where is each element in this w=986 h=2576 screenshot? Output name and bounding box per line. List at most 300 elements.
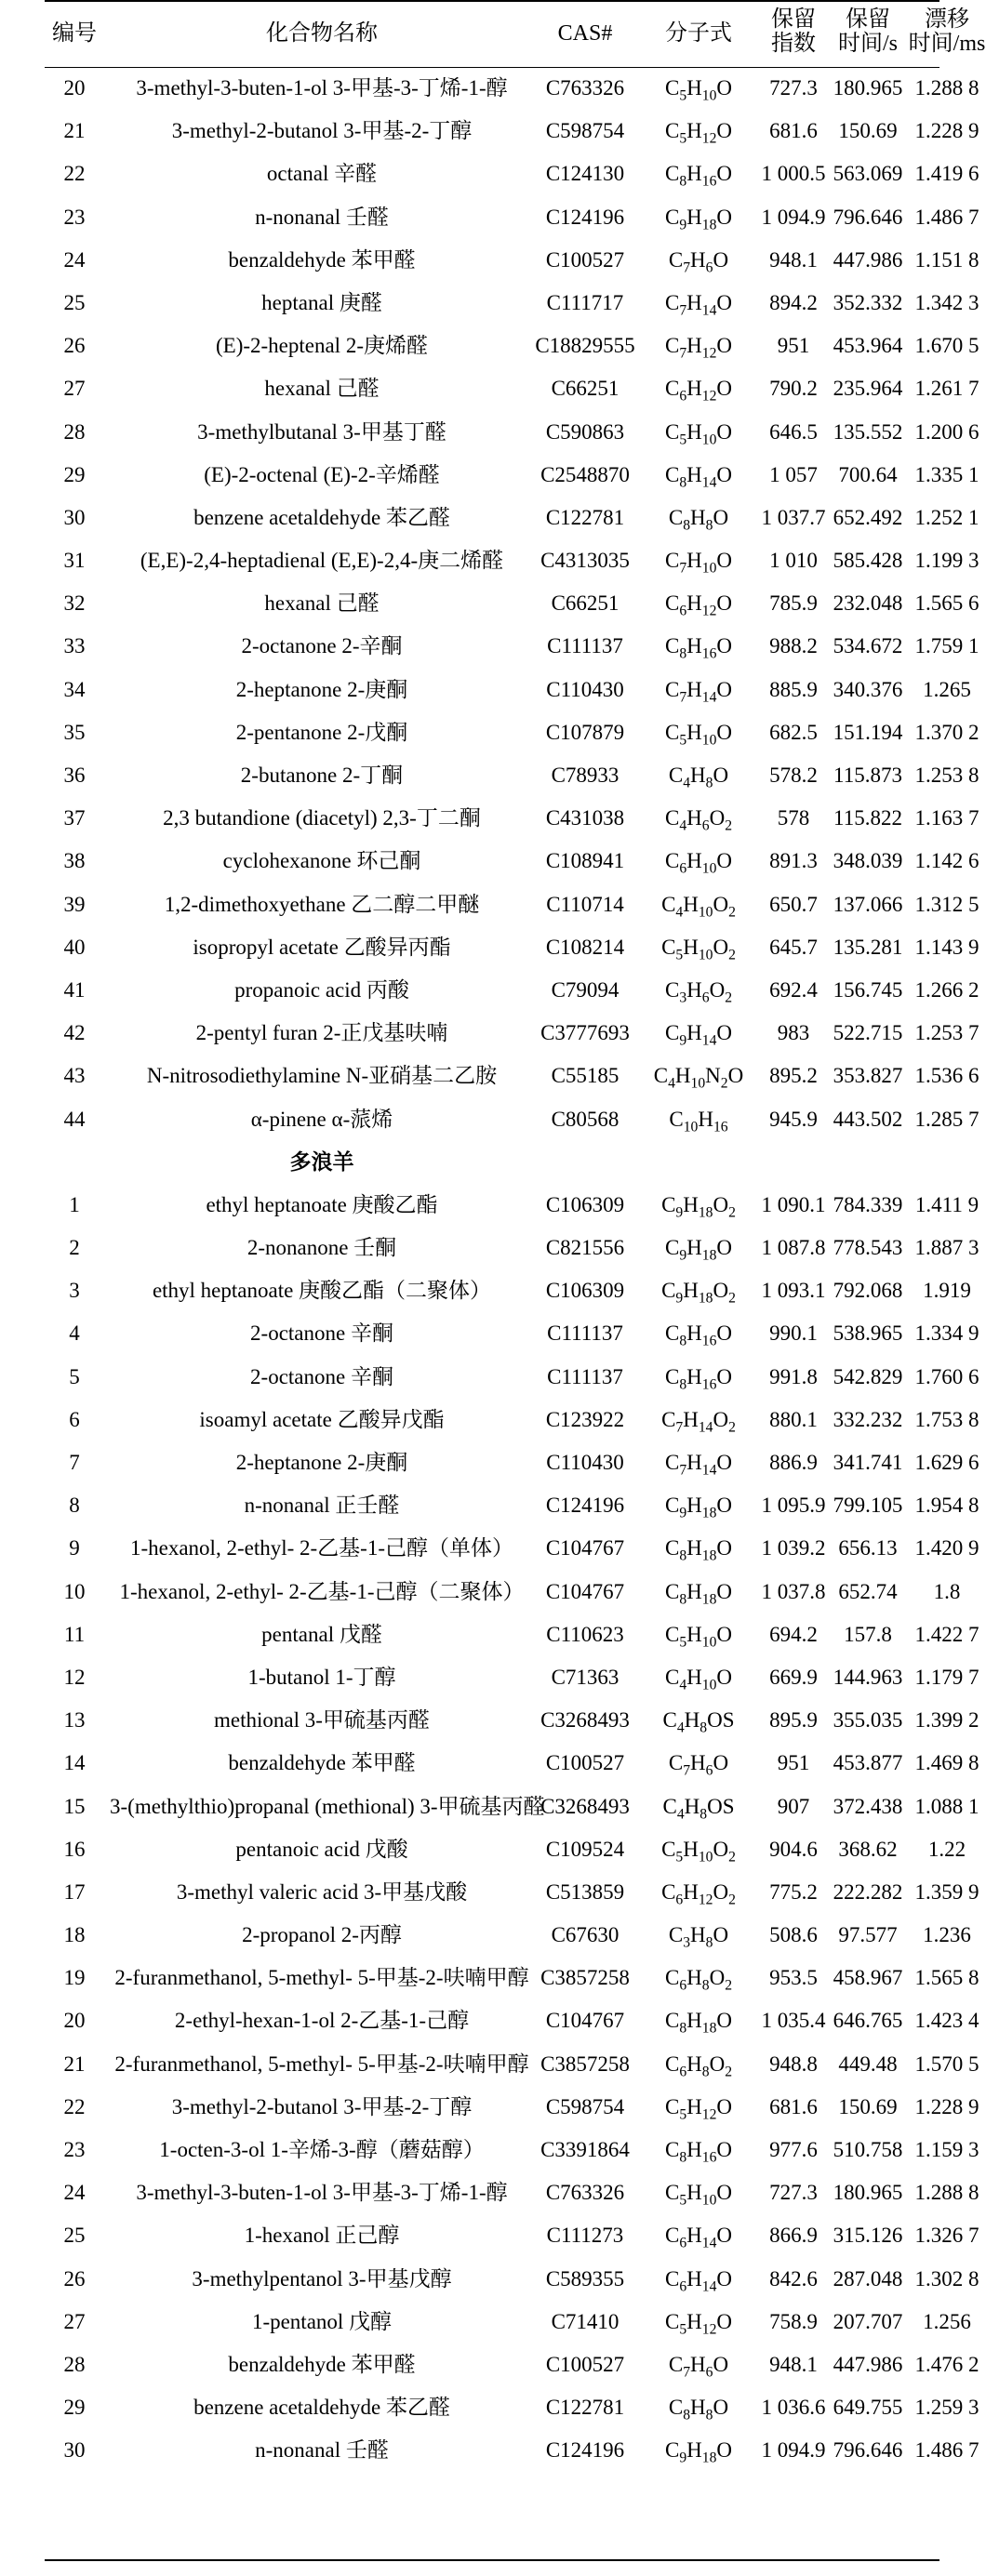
row-retention-time: 585.428: [833, 549, 903, 573]
row-drift-time: 1.954 8: [914, 1494, 979, 1518]
row-retention-time: 534.672: [833, 634, 903, 658]
row-retention-index: 1 010: [769, 549, 818, 573]
row-retention-time: 144.963: [833, 1665, 903, 1689]
row-cas-number: C108214: [545, 935, 625, 959]
row-drift-time: 1.334 9: [914, 1321, 979, 1346]
row-formula: $C_5H_{12}O$: [664, 2309, 733, 2338]
row-formula: $C_4H_8OS$: [662, 1708, 735, 1736]
table-row: [45, 1957, 979, 1999]
row-retention-time: 372.438: [833, 1794, 903, 1818]
row-number: 32: [63, 591, 86, 616]
row-retention-time: 652.74: [838, 1579, 898, 1603]
row-compound-name: 1-pentanol 戊醇: [251, 2309, 393, 2333]
row-number: 6: [69, 1407, 80, 1431]
row-drift-time: 1.256: [923, 2309, 971, 2333]
row-compound-name: 3-methyl-2-butanol 3-甲基-2-丁醇: [171, 2094, 473, 2118]
row-retention-time: 453.964: [833, 334, 903, 358]
table-row: [45, 2214, 979, 2257]
row-drift-time: 1.420 9: [914, 1536, 979, 1560]
row-compound-name: 2-pentanone 2-戊酮: [235, 720, 408, 744]
row-retention-index: 727.3: [769, 2181, 818, 2205]
row-drift-time: 1.288 8: [914, 76, 979, 100]
header-number: 编号: [52, 21, 97, 46]
row-retention-index: 990.1: [769, 1321, 818, 1346]
section-header-row: [45, 1141, 939, 1184]
row-compound-name: 3-methyl valeric acid 3-甲基戊酸: [176, 1879, 468, 1904]
table-row: [45, 2429, 979, 2472]
table-header: [45, 0, 986, 67]
row-retention-index: 866.9: [769, 2224, 818, 2248]
row-number: 28: [63, 2352, 86, 2376]
row-compound-name: 2-ethyl-hexan-1-ol 2-乙基-1-己醇: [174, 2009, 470, 2033]
table-row: [45, 1656, 979, 1699]
row-retention-time: 799.105: [833, 1494, 903, 1518]
table-body: [45, 67, 979, 2473]
row-number: 30: [63, 505, 86, 529]
row-cas-number: C71410: [551, 2309, 620, 2333]
row-retention-time: 135.552: [833, 419, 903, 444]
row-cas-number: C104767: [545, 1536, 625, 1560]
row-drift-time: 1.476 2: [914, 2352, 979, 2376]
row-cas-number: C122781: [545, 2396, 625, 2420]
row-retention-time: 443.502: [833, 1107, 903, 1131]
table-row: [45, 2258, 979, 2301]
row-cas-number: C763326: [545, 76, 625, 100]
row-drift-time: 1.8: [933, 1579, 961, 1603]
row-drift-time: 1.629 6: [914, 1451, 979, 1474]
row-retention-index: 977.6: [769, 2138, 818, 2161]
row-drift-time: 1.570 5: [914, 2052, 979, 2076]
row-number: 15: [63, 1794, 86, 1818]
row-compound-name: (E)-2-octenal (E)-2-辛烯醛: [204, 462, 440, 486]
row-cas-number: C80568: [551, 1107, 620, 1131]
table-row: [45, 1227, 979, 1269]
row-cas-number: C763326: [545, 2181, 625, 2205]
row-cas-number: C100527: [545, 2352, 625, 2376]
row-drift-time: 1.760 6: [914, 1364, 979, 1388]
table-row: [45, 625, 979, 668]
row-number: 30: [63, 2438, 86, 2463]
table-row: [45, 2129, 979, 2171]
row-retention-time: 151.194: [833, 720, 903, 744]
row-retention-time: 522.715: [833, 1021, 903, 1045]
row-retention-index: 775.2: [769, 1879, 818, 1904]
row-formula: $C_7H_{14}O$: [664, 1451, 733, 1479]
row-formula: $C_9H_{18}O$: [664, 1494, 733, 1521]
row-retention-index: 907: [777, 1794, 810, 1818]
row-retention-index: 1 035.4: [761, 2009, 826, 2033]
row-compound-name: pentanoic acid 戊酸: [235, 1837, 408, 1861]
row-drift-time: 1.370 2: [914, 720, 979, 744]
row-number: 36: [63, 764, 86, 787]
row-drift-time: 1.486 7: [914, 205, 979, 229]
row-retention-index: 895.2: [769, 1064, 818, 1088]
row-cas-number: C2548870: [540, 462, 630, 486]
row-formula: $C_8H_{16}O$: [664, 1364, 733, 1393]
row-formula: $C_8H_{16}O$: [664, 162, 733, 190]
row-retention-time: 796.646: [833, 2438, 903, 2463]
row-number: 39: [63, 892, 86, 916]
row-number: 31: [63, 549, 86, 573]
row-cas-number: C124196: [545, 2438, 625, 2463]
row-cas-number: C821556: [545, 1236, 625, 1260]
row-number: 34: [63, 677, 86, 701]
row-number: 16: [63, 1837, 86, 1861]
row-retention-index: 895.9: [769, 1708, 818, 1733]
row-number: 8: [69, 1494, 80, 1518]
row-retention-time: 510.758: [833, 2138, 903, 2161]
row-compound-name: 2-furanmethanol, 5-methyl- 5-甲基-2-呋喃甲醇: [114, 2052, 529, 2076]
row-number: 17: [63, 1879, 86, 1904]
table-row: [45, 1786, 979, 1828]
table-row: [45, 669, 971, 711]
row-formula: $C_5H_{10}O$: [664, 2181, 733, 2209]
row-compound-name: 2-butanone 2-丁酮: [240, 764, 404, 787]
row-retention-index: 694.2: [769, 1622, 818, 1646]
row-compound-name: benzaldehyde 苯甲醛: [228, 2352, 416, 2376]
row-cas-number: C100527: [545, 1751, 625, 1775]
row-retention-index: 1 036.6: [761, 2396, 826, 2420]
row-formula: $C_5H_{10}O$: [664, 1622, 733, 1651]
row-retention-index: 891.3: [769, 849, 818, 873]
header-retention-index-line2: 指数: [771, 32, 816, 56]
row-retention-index: 578.2: [769, 764, 818, 787]
row-cas-number: C104767: [545, 1579, 625, 1603]
row-drift-time: 1.342 3: [914, 290, 979, 314]
row-number: 23: [63, 2138, 86, 2161]
row-compound-name: octanal 辛醛: [266, 162, 378, 186]
row-formula: $C_8H_{14}O$: [664, 462, 733, 491]
row-drift-time: 1.265: [923, 677, 971, 701]
row-drift-time: 1.326 7: [914, 2224, 979, 2248]
row-retention-index: 1 000.5: [761, 162, 826, 186]
table-row: [45, 1828, 966, 1871]
row-number: 14: [63, 1751, 86, 1775]
row-retention-index: 1 094.9: [761, 2438, 826, 2463]
row-retention-index: 951: [777, 334, 810, 358]
table-row: [45, 1914, 971, 1957]
row-retention-time: 332.232: [833, 1407, 903, 1431]
row-retention-index: 1 093.1: [761, 1279, 826, 1303]
row-number: 42: [63, 1021, 86, 1045]
row-cas-number: C590863: [545, 419, 625, 444]
table-row: [45, 754, 979, 797]
row-formula: $C_9H_{18}O$: [664, 1236, 733, 1264]
row-cas-number: C122781: [545, 505, 625, 529]
header-retention-index-line1: 保留: [771, 7, 816, 32]
row-compound-name: ethyl heptanoate 庚酸乙酯: [206, 1192, 438, 1216]
header-drift-time-line2: 时间/ms: [908, 32, 986, 56]
row-retention-index: 1 037.7: [761, 505, 826, 529]
header-drift-time: [908, 7, 986, 56]
row-compound-name: 2-propanol 2-丙醇: [242, 1923, 402, 1947]
row-retention-time: 368.62: [838, 1837, 898, 1861]
row-compound-name: (E)-2-heptenal 2-庚烯醛: [215, 334, 428, 358]
row-retention-index: 578: [777, 806, 810, 830]
row-compound-name: 1-hexanol 正己醇: [244, 2224, 400, 2248]
row-drift-time: 1.302 8: [914, 2266, 979, 2291]
row-cas-number: C3268493: [540, 1708, 630, 1733]
row-retention-time: 458.967: [833, 1966, 903, 1990]
row-number: 29: [63, 2396, 86, 2420]
row-number: 27: [63, 2309, 86, 2333]
row-number: 7: [69, 1451, 80, 1474]
row-compound-name: 1-butanol 1-丁醇: [247, 1665, 396, 1689]
row-formula: $C_5H_{10}O_2$: [661, 935, 736, 963]
row-number: 35: [63, 720, 86, 744]
row-cas-number: C79094: [551, 977, 620, 1002]
row-cas-number: C67630: [551, 1923, 620, 1947]
row-number: 29: [63, 462, 86, 486]
row-compound-name: methional 3-甲硫基丙醛: [214, 1708, 430, 1733]
row-drift-time: 1.199 3: [914, 549, 979, 573]
row-drift-time: 1.228 9: [914, 2094, 979, 2118]
row-compound-name: heptanal 庚醛: [261, 290, 382, 314]
table-row: [45, 239, 979, 282]
row-cas-number: C66251: [551, 377, 620, 401]
table-row: [45, 1184, 979, 1227]
row-compound-name: n-nonanal 正壬醛: [244, 1494, 400, 1518]
row-retention-time: 235.964: [833, 377, 903, 401]
table-row: [45, 153, 979, 195]
row-compound-name: (E,E)-2,4-heptadienal (E,E)-2,4-庚二烯醛: [140, 549, 504, 573]
row-retention-time: 340.376: [833, 677, 903, 701]
row-cas-number: C598754: [545, 119, 625, 143]
row-formula: $C_6H_8O_2$: [664, 1966, 733, 1994]
row-drift-time: 1.143 9: [914, 935, 979, 959]
row-number: 13: [63, 1708, 86, 1733]
row-cas-number: C124196: [545, 1494, 625, 1518]
row-retention-time: 538.965: [833, 1321, 903, 1346]
row-formula: $C_4H_8OS$: [662, 1794, 735, 1823]
row-formula: $C_6H_{14}O$: [664, 2266, 733, 2295]
row-drift-time: 1.142 6: [914, 849, 979, 873]
row-compound-name: 2,3 butandione (diacetyl) 2,3-丁二酮: [163, 806, 481, 830]
row-formula: $C_8H_{16}O$: [664, 634, 733, 663]
row-number: 5: [69, 1364, 80, 1388]
row-formula: $C_5H_{10}O$: [664, 720, 733, 749]
row-number: 21: [63, 119, 86, 143]
row-compound-name: 3-methyl-3-buten-1-ol 3-甲基-3-丁烯-1-醇: [136, 2181, 508, 2205]
row-compound-name: benzene acetaldehyde 苯乙醛: [193, 505, 450, 529]
row-retention-time: 563.069: [833, 162, 903, 186]
row-formula: $C_5H_{12}O$: [664, 2094, 733, 2123]
row-cas-number: C111717: [546, 290, 624, 314]
table-row: [45, 1269, 971, 1312]
row-retention-time: 646.765: [833, 2009, 903, 2033]
row-cas-number: C109524: [545, 1837, 625, 1861]
row-cas-number: C71363: [551, 1665, 620, 1689]
row-number: 23: [63, 205, 86, 229]
row-retention-time: 796.646: [833, 205, 903, 229]
row-drift-time: 1.312 5: [914, 892, 979, 916]
row-compound-name: N-nitrosodiethylamine N-亚硝基二乙胺: [146, 1064, 498, 1088]
row-retention-index: 948.1: [769, 247, 818, 272]
row-drift-time: 1.22: [927, 1837, 966, 1861]
table-row: [45, 196, 979, 239]
row-retention-index: 758.9: [769, 2309, 818, 2333]
row-retention-index: 991.8: [769, 1364, 818, 1388]
row-drift-time: 1.399 2: [914, 1708, 979, 1733]
row-retention-time: 353.827: [833, 1064, 903, 1088]
row-compound-name: benzaldehyde 苯甲醛: [228, 1751, 416, 1775]
row-retention-index: 894.2: [769, 290, 818, 314]
row-drift-time: 1.359 9: [914, 1879, 979, 1904]
table-row: [45, 883, 979, 926]
row-retention-index: 1 037.8: [761, 1579, 826, 1603]
row-retention-index: 682.5: [769, 720, 818, 744]
row-drift-time: 1.151 8: [914, 247, 979, 272]
row-compound-name: 1-octen-3-ol 1-辛烯-3-醇（蘑菇醇）: [159, 2138, 485, 2161]
table-row: [45, 67, 979, 110]
row-drift-time: 1.469 8: [914, 1751, 979, 1775]
table-row: [45, 1441, 979, 1484]
row-number: 40: [63, 935, 86, 959]
row-retention-index: 1 090.1: [761, 1192, 826, 1216]
row-formula: $C_9H_{18}O$: [664, 2438, 733, 2466]
row-cas-number: C124196: [545, 205, 625, 229]
row-retention-index: 948.1: [769, 2352, 818, 2376]
row-formula: $C_9H_{18}O_2$: [661, 1279, 736, 1307]
row-drift-time: 1.088 1: [914, 1794, 979, 1818]
row-retention-time: 180.965: [833, 2181, 903, 2205]
row-number: 11: [63, 1622, 86, 1646]
row-formula: $C_7H_6O$: [668, 247, 729, 276]
table-row: [45, 711, 979, 754]
row-retention-index: 945.9: [769, 1107, 818, 1131]
row-drift-time: 1.252 1: [914, 505, 979, 529]
row-formula: $C_6H_{10}O$: [664, 849, 733, 877]
row-retention-time: 453.877: [833, 1751, 903, 1775]
row-retention-index: 1 094.9: [761, 205, 826, 229]
row-cas-number: C78933: [551, 764, 620, 787]
row-compound-name: 2-pentyl furan 2-正戊基呋喃: [195, 1021, 448, 1045]
row-formula: $C_5H_{10}O$: [664, 419, 733, 448]
row-cas-number: C431038: [545, 806, 625, 830]
table-row: [45, 1613, 979, 1656]
table-row: [45, 1571, 961, 1613]
row-compound-name: α-pinene α-蒎烯: [250, 1107, 393, 1131]
table-row: [45, 969, 979, 1012]
row-formula: $C_8H_{16}O$: [664, 1321, 733, 1350]
row-number: 2: [69, 1236, 80, 1260]
row-formula: $C_8H_8O$: [668, 2396, 729, 2423]
row-retention-index: 1 095.9: [761, 1494, 826, 1518]
row-retention-time: 447.986: [833, 2352, 903, 2376]
row-cas-number: C110430: [546, 1451, 624, 1474]
row-drift-time: 1.759 1: [914, 634, 979, 658]
row-retention-time: 700.64: [838, 462, 898, 486]
row-drift-time: 1.163 7: [914, 806, 979, 830]
row-retention-index: 951: [777, 1751, 810, 1775]
row-number: 12: [63, 1665, 86, 1689]
row-cas-number: C3857258: [540, 2052, 630, 2076]
row-number: 1: [69, 1192, 80, 1216]
row-drift-time: 1.261 7: [914, 377, 979, 401]
row-number: 19: [63, 1966, 86, 1990]
row-retention-index: 885.9: [769, 677, 818, 701]
row-retention-index: 842.6: [769, 2266, 818, 2291]
row-retention-index: 1 057: [769, 462, 818, 486]
row-formula: $C_8H_{18}O$: [664, 2009, 733, 2038]
table-row: [45, 2171, 979, 2214]
row-number: 4: [69, 1321, 80, 1346]
header-retention-time-line2: 时间/s: [837, 32, 898, 56]
table-bottom-rule: [45, 2559, 939, 2561]
row-retention-index: 1 087.8: [761, 1236, 826, 1260]
row-formula: $C_9H_{14}O$: [664, 1021, 733, 1049]
row-compound-name: 2-octanone 辛酮: [250, 1364, 393, 1388]
row-number: 20: [63, 76, 86, 100]
row-drift-time: 1.200 6: [914, 419, 979, 444]
row-formula: $C_7H_{14}O$: [664, 677, 733, 706]
row-compound-name: benzene acetaldehyde 苯乙醛: [193, 2396, 450, 2420]
row-drift-time: 1.159 3: [914, 2138, 979, 2161]
row-compound-name: 2-furanmethanol, 5-methyl- 5-甲基-2-呋喃甲醇: [114, 1966, 529, 1990]
row-cas-number: C598754: [545, 2094, 625, 2118]
row-retention-index: 669.9: [769, 1665, 818, 1689]
row-retention-index: 904.6: [769, 1837, 818, 1861]
table-row: [45, 2086, 979, 2129]
row-number: 27: [63, 377, 86, 401]
row-retention-index: 681.6: [769, 2094, 818, 2118]
row-formula: $C_3H_6O_2$: [664, 977, 733, 1006]
row-formula: $C_5H_{10}O$: [664, 76, 733, 104]
row-drift-time: 1.288 8: [914, 2181, 979, 2205]
table-row: [45, 582, 979, 625]
table-row: [45, 1055, 979, 1097]
table-row: [45, 1742, 979, 1785]
row-number: 22: [63, 2094, 86, 2118]
table-row: [45, 1999, 979, 2042]
row-retention-index: 650.7: [769, 892, 818, 916]
row-retention-index: 948.8: [769, 2052, 818, 2076]
row-number: 9: [69, 1536, 80, 1560]
header-cas: CAS#: [557, 21, 613, 46]
row-formula: $C_{10}H_{16}$: [669, 1107, 728, 1135]
row-retention-time: 150.69: [838, 119, 898, 143]
row-compound-name: isoamyl acetate 乙酸异戊酯: [199, 1407, 445, 1431]
row-retention-index: 1 039.2: [761, 1536, 826, 1560]
row-retention-index: 681.6: [769, 119, 818, 143]
row-formula: $C_6H_{14}O$: [664, 2224, 733, 2251]
row-drift-time: 1.259 3: [914, 2396, 979, 2420]
row-retention-index: 886.9: [769, 1451, 818, 1474]
row-retention-index: 988.2: [769, 634, 818, 658]
row-cas-number: C106309: [545, 1192, 625, 1216]
row-compound-name: benzaldehyde 苯甲醛: [228, 247, 416, 272]
row-retention-time: 287.048: [833, 2266, 903, 2291]
row-compound-name: propanoic acid 丙酸: [234, 977, 409, 1002]
row-cas-number: C111137: [547, 1321, 623, 1346]
row-compound-name: 1-hexanol, 2-ethyl- 2-乙基-1-己醇（单体）: [129, 1536, 513, 1560]
row-retention-time: 222.282: [833, 1879, 903, 1904]
row-retention-time: 232.048: [833, 591, 903, 616]
row-formula: $C_6H_{12}O_2$: [661, 1879, 736, 1908]
table-row: [45, 1356, 979, 1399]
row-cas-number: C3391864: [540, 2138, 630, 2161]
row-number: 24: [63, 2181, 86, 2205]
row-formula: $C_4H_{10}O_2$: [661, 892, 736, 921]
row-formula: $C_4H_{10}O$: [664, 1665, 733, 1693]
row-number: 24: [63, 247, 86, 272]
row-retention-time: 355.035: [833, 1708, 903, 1733]
row-retention-time: 352.332: [833, 290, 903, 314]
row-cas-number: C107879: [545, 720, 625, 744]
header-retention-index: [759, 7, 828, 56]
row-number: 43: [63, 1064, 86, 1088]
row-drift-time: 1.423 4: [914, 2009, 979, 2033]
